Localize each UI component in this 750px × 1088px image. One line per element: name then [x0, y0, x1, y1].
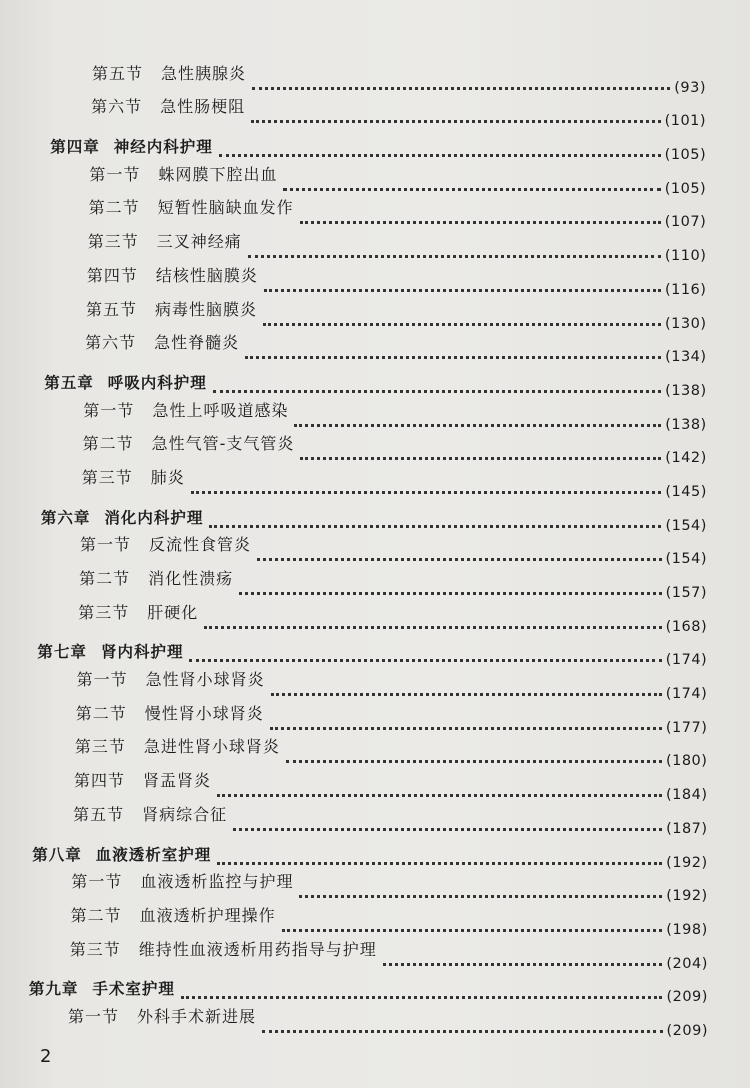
section-title: 急性脊髓炎 [154, 333, 240, 353]
toc-entry-label [70, 937, 377, 972]
toc-page-number: (174) [665, 652, 708, 669]
toc-entry-label [85, 330, 239, 365]
section-number: 第二节 [82, 434, 134, 454]
section-title: 慢性肾小球肾炎 [144, 703, 264, 723]
section-number: 第六节 [85, 333, 137, 353]
section-title: 血液透析监控与护理 [140, 872, 294, 892]
toc-entry [85, 330, 706, 369]
section-number: 第一节 [80, 535, 132, 555]
toc-entry [70, 937, 708, 976]
dot-leader [209, 525, 661, 528]
toc-page-number: (138) [665, 382, 707, 399]
section-title: 肾盂肾炎 [143, 771, 212, 791]
section-number: 第一节 [71, 872, 123, 892]
section-title: 急性肾小球肾炎 [145, 670, 265, 690]
toc-entry-label [75, 734, 280, 769]
dot-leader [299, 895, 662, 898]
section-title: 结核性脑膜炎 [155, 265, 258, 285]
toc-entry-label [68, 1004, 256, 1039]
dot-leader [181, 996, 663, 999]
toc-entry-label [92, 61, 246, 96]
chapter-title: 血液透析室护理 [95, 845, 212, 864]
toc-section-row [0, 97, 750, 134]
toc-entry-label [32, 843, 211, 871]
toc-entry-label [78, 600, 198, 635]
dot-leader [263, 323, 661, 326]
dot-leader [191, 491, 662, 494]
toc-page-number: (198) [666, 921, 708, 938]
dot-leader [294, 424, 661, 427]
toc-page-number: (130) [665, 315, 707, 332]
section-title: 短暂性脑缺血发作 [157, 198, 294, 218]
section-number: 第一节 [83, 400, 135, 420]
section-number: 第三节 [81, 467, 133, 487]
dot-leader [239, 592, 661, 595]
toc-page-number: (180) [665, 753, 708, 770]
section-title: 急性上呼吸道感染 [152, 400, 289, 420]
dot-leader [233, 828, 662, 831]
section-number: 第三节 [87, 232, 139, 252]
section-number: 第二节 [79, 569, 131, 588]
section-title: 急性气管-支气管炎 [151, 434, 295, 454]
dot-leader [270, 727, 662, 730]
toc-page-number: (110) [664, 248, 707, 265]
dot-leader [252, 87, 670, 90]
section-title: 蛛网膜下腔出血 [158, 164, 278, 184]
toc-page-number: (209) [666, 1022, 708, 1039]
section-title: 消化性溃疡 [148, 569, 234, 588]
dot-leader [283, 188, 660, 191]
section-number: 第四节 [86, 265, 138, 285]
toc-page-number: (184) [666, 787, 708, 804]
toc-section-row [0, 467, 750, 504]
toc-section-row [0, 939, 750, 976]
dot-leader [189, 659, 661, 662]
dot-leader [251, 120, 660, 123]
chapter-number: 第七章 [37, 643, 87, 662]
chapter-title: 肾内科护理 [100, 643, 184, 662]
dot-leader [262, 1030, 662, 1033]
toc-entry-label [88, 229, 242, 264]
section-title: 反流性食管炎 [149, 535, 252, 555]
section-number: 第一节 [76, 670, 128, 690]
toc-entry [73, 802, 707, 841]
chapter-number: 第八章 [32, 845, 82, 864]
dot-leader [300, 457, 661, 460]
section-number: 第一节 [68, 1006, 120, 1026]
table-of-contents [0, 63, 750, 1043]
toc-entry-label [76, 701, 264, 736]
section-title: 维持性血液透析用药指导与护理 [138, 939, 377, 959]
chapter-title: 手术室护理 [92, 980, 175, 999]
dot-leader [300, 221, 661, 224]
section-number: 第二节 [75, 703, 127, 723]
page-number: 2 [40, 1046, 52, 1067]
toc-page-number: (101) [664, 113, 707, 130]
toc-page-number: (107) [664, 214, 707, 231]
section-title: 急性胰腺炎 [161, 63, 247, 83]
dot-leader [245, 356, 661, 359]
toc-section-row [0, 804, 750, 841]
toc-entry-label [71, 903, 276, 938]
toc-entry-label [89, 195, 294, 230]
chapter-number: 第六章 [40, 508, 91, 527]
toc-entry-label [80, 532, 251, 567]
toc-entry-label [83, 431, 295, 466]
section-number: 第四节 [74, 771, 126, 791]
toc-entry-label [50, 135, 213, 163]
toc-entry-label [74, 768, 211, 803]
toc-page-number: (209) [666, 989, 708, 1006]
toc-entry [91, 94, 706, 133]
toc-entry [68, 1004, 708, 1043]
toc-page-number: (93) [674, 79, 706, 96]
toc-entry-label [82, 465, 185, 500]
toc-entry-label [79, 566, 233, 601]
section-number: 第三节 [69, 939, 121, 959]
dot-leader [248, 255, 661, 258]
section-number: 第三节 [74, 737, 126, 757]
toc-entry-label [89, 162, 277, 197]
section-title: 肺炎 [150, 467, 185, 487]
toc-entry-label [77, 667, 265, 702]
dot-leader [219, 154, 661, 157]
chapter-number: 第四章 [50, 138, 100, 157]
section-number: 第六节 [91, 97, 143, 117]
dot-leader [264, 289, 661, 292]
toc-entry-label [91, 94, 245, 129]
section-title: 肝硬化 [147, 602, 199, 622]
toc-entry-label [71, 869, 293, 904]
toc-page-number: (192) [666, 854, 708, 871]
toc-entry-label [44, 371, 207, 399]
toc-page-number: (174) [665, 686, 708, 703]
dot-leader [271, 693, 662, 696]
toc-page-number: (177) [665, 719, 708, 736]
toc-entry-label [41, 506, 204, 534]
toc-entry-label [83, 398, 288, 433]
section-title: 肾病综合征 [142, 804, 228, 824]
toc-page-number: (116) [664, 281, 707, 298]
section-title: 急性肠梗阻 [160, 97, 246, 117]
chapter-number: 第五章 [44, 373, 94, 392]
section-title: 病毒性脑膜炎 [155, 299, 258, 319]
dot-leader [383, 963, 663, 966]
toc-section-row [0, 333, 750, 370]
toc-page-number: (105) [664, 147, 707, 164]
toc-page-number: (187) [666, 820, 708, 837]
toc-page-number: (138) [665, 416, 707, 433]
section-number: 第五节 [86, 299, 138, 319]
dot-leader [204, 626, 661, 629]
section-number: 第二节 [88, 198, 140, 218]
toc-entry-label [29, 977, 175, 1005]
chapter-title: 消化内科护理 [104, 508, 204, 527]
toc-page-number: (154) [665, 517, 707, 534]
toc-page-number: (105) [664, 180, 707, 197]
toc-section-row [0, 602, 750, 639]
chapter-title: 神经内科护理 [113, 138, 213, 157]
dot-leader [286, 760, 662, 763]
toc-page-number: (142) [665, 450, 707, 467]
toc-entry-label [87, 263, 258, 298]
dot-leader [217, 862, 662, 865]
toc-page-number: (145) [665, 483, 707, 500]
chapter-title: 呼吸内科护理 [107, 373, 207, 392]
toc-page-number: (204) [666, 955, 708, 972]
dot-leader [213, 390, 661, 393]
section-title: 三叉神经痛 [156, 232, 242, 252]
toc-page-number: (192) [666, 888, 708, 905]
dot-leader [282, 929, 663, 932]
section-number: 第五节 [73, 804, 125, 824]
section-number: 第三节 [78, 602, 130, 622]
dot-leader [257, 558, 661, 561]
section-title: 急进性肾小球肾炎 [143, 737, 280, 757]
toc-page-number: (168) [665, 618, 708, 635]
section-title: 血液透析护理操作 [139, 905, 276, 925]
section-number: 第二节 [70, 905, 122, 925]
toc-section-row [0, 1006, 750, 1043]
section-number: 第一节 [89, 164, 141, 184]
section-title: 外科手术新进展 [137, 1006, 257, 1026]
section-number: 第五节 [92, 63, 144, 83]
toc-entry-label [73, 802, 227, 837]
toc-page-number: (154) [665, 551, 707, 568]
toc-entry-label [86, 297, 257, 332]
toc-entry [82, 465, 707, 504]
toc-page-number: (157) [665, 585, 708, 601]
toc-entry [78, 600, 707, 639]
chapter-number: 第九章 [28, 980, 79, 999]
dot-leader [217, 794, 662, 797]
toc-page-number: (134) [665, 349, 707, 366]
toc-entry-label [37, 640, 183, 668]
